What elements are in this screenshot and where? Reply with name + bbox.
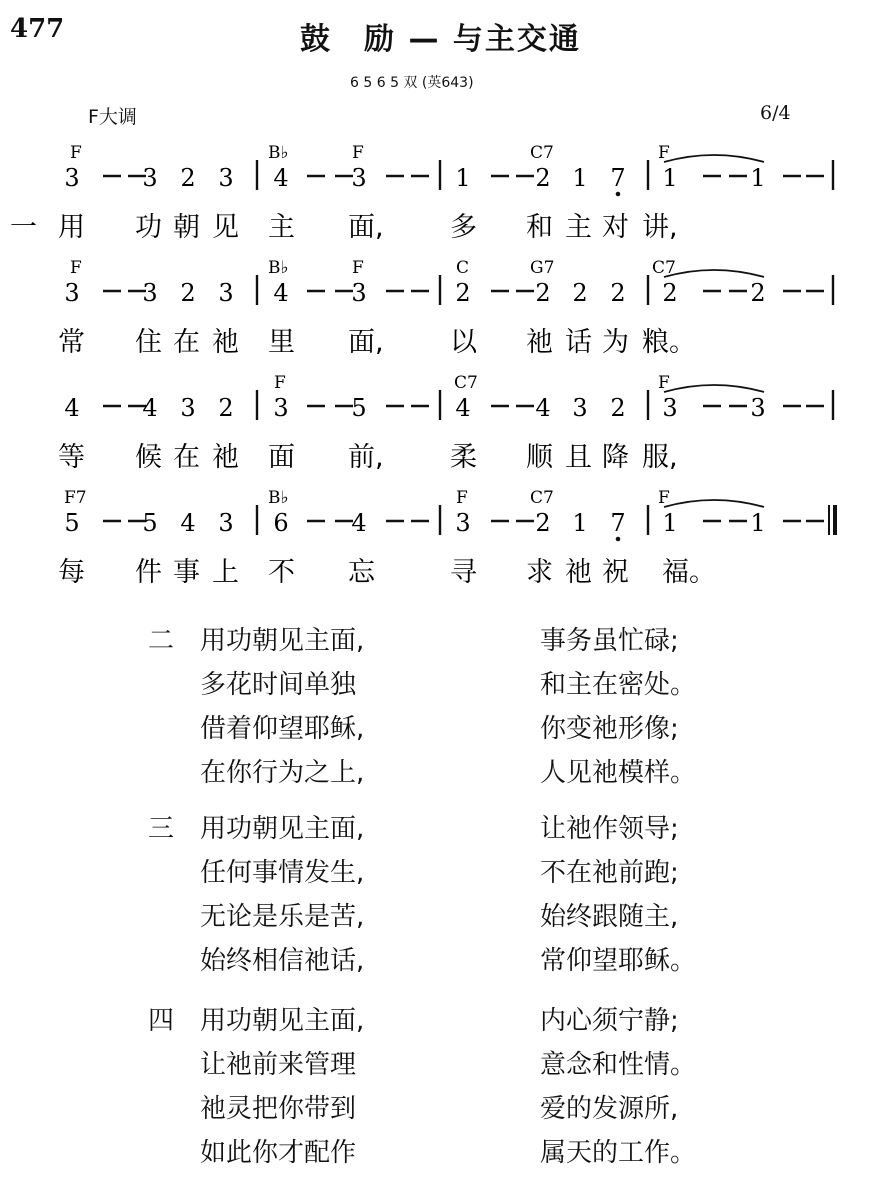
chord-symbol: G7 [530,258,555,278]
verse-line-left: 无论是乐是苦, [200,902,365,932]
note-digit: 4 [351,509,367,537]
note-digit: 1 [750,164,766,192]
note-digit: 2 [572,279,588,307]
lyric-char: 服, [642,442,678,473]
lyric-char: 前, [348,442,384,473]
note-digit: 4 [64,394,80,422]
note-digit: 3 [218,509,234,537]
lyric-char: 常 [58,327,85,358]
note-digit: 3 [351,164,367,192]
note-digit: 5 [142,509,158,537]
note-digit: 4 [142,394,158,422]
chord-symbol: F [658,373,670,393]
verse-line-left: 祂灵把你带到 [200,1094,357,1124]
note-digit: 3 [64,279,80,307]
lyric-char: 等 [58,442,85,473]
lyric-char: 祂 [565,557,592,588]
lyric-char: 见 [212,212,239,243]
verse-line-left: 用功朝见主面, [200,1006,365,1036]
note-digit: 2 [218,394,234,422]
lyric-char: 降 [602,442,629,473]
verse-line-right: 你变祂形像; [540,714,679,744]
lyric-char: 讲, [642,212,678,243]
lyric-char: 对 [602,212,629,243]
low-octave-dot [616,537,621,542]
note-digit: 2 [610,394,626,422]
lyric-char: 里 [268,327,295,358]
note-digit: 3 [750,394,766,422]
verse-line-right: 属天的工作。 [540,1138,697,1168]
note-digit: 1 [662,509,678,537]
lyric-char: 面 [268,442,295,473]
note-digit: 2 [180,279,196,307]
hymn-number: 477 [10,14,65,44]
lyric-char: 多 [450,212,477,243]
note-digit: 1 [572,509,588,537]
verse-line-left: 始终相信祂话, [200,946,365,976]
lyric-char: 件 [135,557,162,588]
lyric-char: 在 [173,327,200,358]
chord-symbol: F [352,258,364,278]
note-digit: 6 [273,509,289,537]
lyric-char: 祂 [526,327,553,358]
verse-line-right: 人见祂模样。 [540,758,697,788]
lyric-char: 在 [173,442,200,473]
note-digit: 5 [351,394,367,422]
tie-slur [664,155,764,162]
verse-line-right: 爱的发源所, [540,1094,679,1124]
lyric-char: 寻 [450,557,477,588]
note-digit: 2 [750,279,766,307]
note-digit: 3 [180,394,196,422]
key-signature: F大调 [88,106,137,128]
note-digit: 3 [142,164,158,192]
note-digit: 5 [64,509,80,537]
chord-symbol: C7 [652,258,676,278]
lyric-char: 以 [450,327,477,358]
lyric-char: 和 [526,212,553,243]
note-digit: 1 [662,164,678,192]
lyric-char: 求 [526,557,553,588]
lyric-char: 祝 [602,557,629,588]
verse-line-left: 在你行为之上, [200,758,365,788]
verse-line-right: 常仰望耶稣。 [540,946,697,976]
verse-line-right: 不在祂前跑; [540,858,679,888]
verse-line-left: 借着仰望耶稣, [200,714,365,744]
lyric-char: 话 [565,327,592,358]
chord-symbol: B♭ [268,258,289,278]
lyric-char: 不 [268,557,295,588]
lyric-char: 面, [348,212,384,243]
note-digit: 2 [180,164,196,192]
lyric-char: 为 [602,327,629,358]
lyric-char: 顺 [526,442,553,473]
chord-symbol: F [456,488,468,508]
note-digit: 2 [535,164,551,192]
note-digit: 3 [218,279,234,307]
note-digit: 4 [273,164,289,192]
verse-line-left: 任何事情发生, [200,858,365,888]
lyric-char: 每 [58,557,85,588]
verse-line-left: 用功朝见主面, [200,814,365,844]
lyric-char: 事 [173,557,200,588]
chord-symbol: C7 [530,488,554,508]
verse-line-left: 多花时间单独 [200,670,357,700]
note-digit: 7 [610,164,626,192]
verse-number: 三 [148,814,175,844]
verse-line-right: 内心须宁静; [540,1006,679,1036]
chord-symbol: F [70,143,82,163]
note-digit: 2 [610,279,626,307]
lyric-char: 用 [58,212,85,243]
note-digit: 4 [180,509,196,537]
tie-slur [664,500,764,507]
note-digit: 1 [455,164,471,192]
verse-line-left: 用功朝见主面, [200,626,365,656]
meter-text: 6 5 6 5 双 (英643) [350,75,474,91]
chord-symbol: F [274,373,286,393]
note-digit: 3 [572,394,588,422]
note-digit: 1 [572,164,588,192]
chord-symbol: B♭ [268,143,289,163]
note-digit: 3 [64,164,80,192]
verse-number: 四 [148,1006,175,1036]
note-digit: 2 [455,279,471,307]
verse-line-left: 如此你才配作 [200,1138,357,1168]
note-digit: 3 [351,279,367,307]
verse-line-right: 让祂作领导; [540,814,679,844]
lyric-char: 一 [10,212,37,243]
note-digit: 2 [535,279,551,307]
lyric-char: 且 [565,442,592,473]
lyric-char: 功 [135,212,162,243]
lyric-char: 粮。 [642,327,696,358]
tie-slur [664,270,764,277]
verse-number: 二 [148,626,175,656]
hymn-title: 鼓 励 — 与主交通 [300,22,581,57]
verse-line-right: 和主在密处。 [540,670,697,700]
chord-symbol: F [70,258,82,278]
lyric-char: 主 [268,212,295,243]
chord-symbol: F [658,143,670,163]
note-digit: 7 [610,509,626,537]
note-digit: 2 [535,509,551,537]
chord-symbol: F7 [64,488,87,508]
note-digit: 2 [662,279,678,307]
note-digit: 3 [455,509,471,537]
low-octave-dot [616,192,621,197]
note-digit: 3 [218,164,234,192]
lyric-char: 柔 [450,442,477,473]
chord-symbol: F [658,488,670,508]
chord-symbol: C [456,258,470,278]
note-digit: 3 [142,279,158,307]
chord-symbol: C7 [530,143,554,163]
chord-symbol: B♭ [268,488,289,508]
lyric-char: 主 [565,212,592,243]
chord-symbol: C7 [454,373,478,393]
note-digit: 4 [535,394,551,422]
lyric-char: 候 [135,442,162,473]
note-digit: 4 [455,394,471,422]
lyric-char: 福。 [662,557,716,588]
note-digit: 3 [273,394,289,422]
lyric-char: 住 [135,327,162,358]
chord-symbol: F [352,143,364,163]
verse-line-right: 事务虽忙碌; [540,626,679,656]
tie-slur [664,385,764,392]
verse-line-right: 始终跟随主, [540,902,679,932]
note-digit: 1 [750,509,766,537]
note-digit: 4 [273,279,289,307]
lyric-char: 面, [348,327,384,358]
lyric-char: 忘 [348,557,375,588]
note-digit: 3 [662,394,678,422]
time-signature: 6/4 [760,102,791,124]
lyric-char: 祂 [212,327,239,358]
verse-line-left: 让祂前来管理 [200,1050,357,1080]
verse-line-right: 意念和性情。 [540,1050,697,1080]
lyric-char: 朝 [173,212,200,243]
lyric-char: 上 [212,557,239,588]
lyric-char: 祂 [212,442,239,473]
